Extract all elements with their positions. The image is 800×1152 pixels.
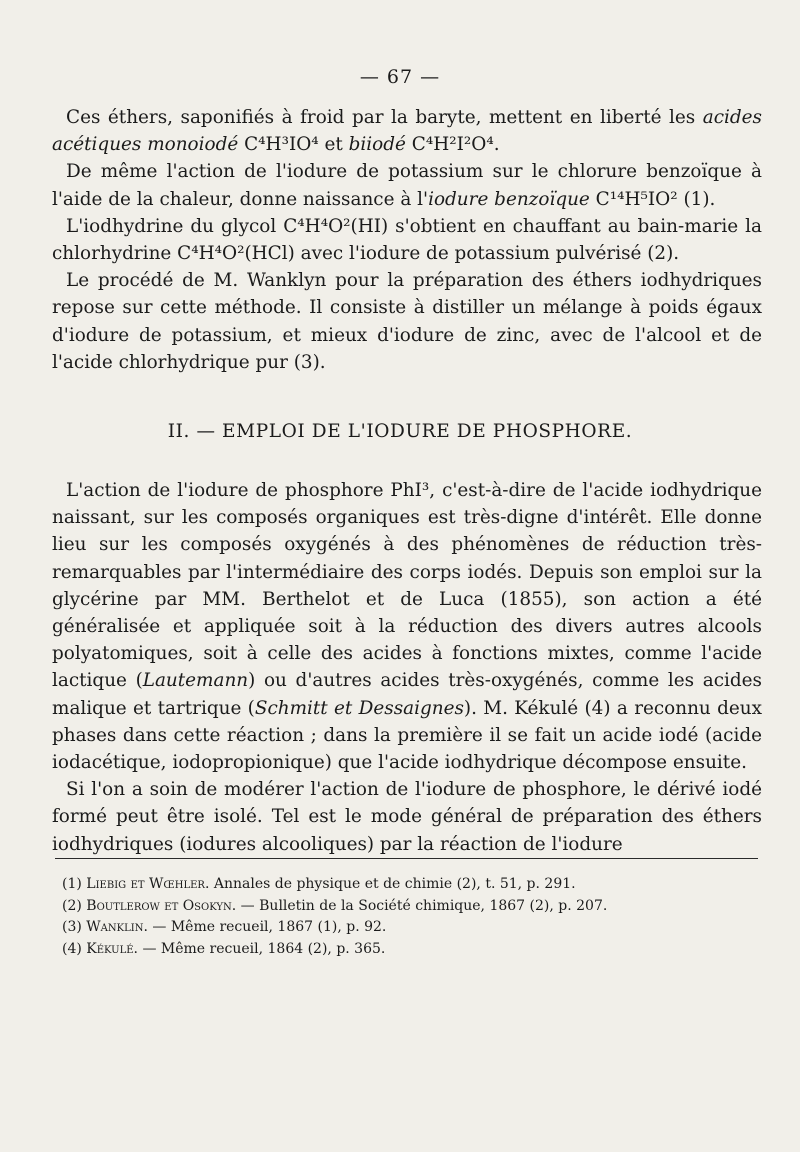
paragraph: Ces éthers, saponifiés à froid par la baryte, mettent en liberté les acides acétiques monoiodé C⁴H³IO⁴ et biiodé C⁴H²I²O⁴.: [52, 107, 762, 156]
paragraph: L'iodhydrine du glycol C⁴H⁴O²(HI) s'obtient en chauffant au bain-marie la chlorhydrine C⁴H⁴O²(HCl) avec l'iodure de potassium pulvérisé (2).: [52, 215, 762, 265]
paragraph: Le procédé de M. Wanklyn pour la préparation des éthers iodhydriques repose sur cette méthode. Il consiste à distiller un mélange à poids égaux d'iodure de potassium, et mieux d'iodure de zinc, avec de l'alcool et de l'acide chlorhydrique pur (3).: [52, 270, 762, 373]
body-text-upper: [52, 104, 762, 376]
section-heading: II. — EMPLOI DE L'IODURE DE PHOSPHORE.: [167, 421, 633, 442]
paragraph: De même l'action de l'iodure de potassium sur le chlorure benzoïque à l'aide de la chaleur, donne naissance à l'iodure benzoïque C¹⁴H⁵IO² (1).: [52, 161, 762, 210]
footnote: (3) Wanklin. — Même recueil, 1867 (1), p. 92.: [62, 919, 387, 935]
footnote: (1) Liebig et Wœhler. Annales de physique et de chimie (2), t. 51, p. 291.: [62, 876, 576, 892]
footnote: (4) Kékulé. — Même recueil, 1864 (2), p. 365.: [62, 940, 386, 957]
footnote-divider: [55, 858, 758, 859]
body-text-lower: [52, 477, 762, 858]
footnote: (2) Boutlerow et Osokyn. — Bulletin de la Société chimique, 1867 (2), p. 207.: [62, 897, 608, 914]
paragraph: Si l'on a soin de modérer l'action de l'iodure de phosphore, le dérivé iodé formé peut être isolé. Tel est le mode général de préparation des éthers iodhydriques (iodures alcooliques) par la réaction de l'iodure: [52, 779, 762, 855]
page-number: — 67 —: [359, 66, 441, 88]
paragraph: L'action de l'iodure de phosphore PhI³, c'est-à-dire de l'acide iodhydrique naissant, sur les composés organiques est très-digne d'intérêt. Elle donne lieu sur les composés oxygénés à des phénomènes de réduction très-remarquables par l'intermédiaire des corps iodés. Depuis son emploi sur la glycérine par MM. Berthelot et de Luca (1855), son action a été généralisée et appliquée soit à la réduction des divers autres alcools polyatomiques, soit à celle des acides à fonctions mixtes, comme l'acide lactique (Lautemann) ou d'autres acides très-oxygénés, comme les acides malique et tartrique (Schmitt et Dessaignes). M. Kékulé (4) a reconnu deux phases dans cette réaction ; dans la première il se fait un acide iodé (acide iodacétique, iodopropionique) que l'acide iodhydrique décompose ensuite.: [52, 480, 762, 774]
footnotes: [62, 874, 752, 960]
